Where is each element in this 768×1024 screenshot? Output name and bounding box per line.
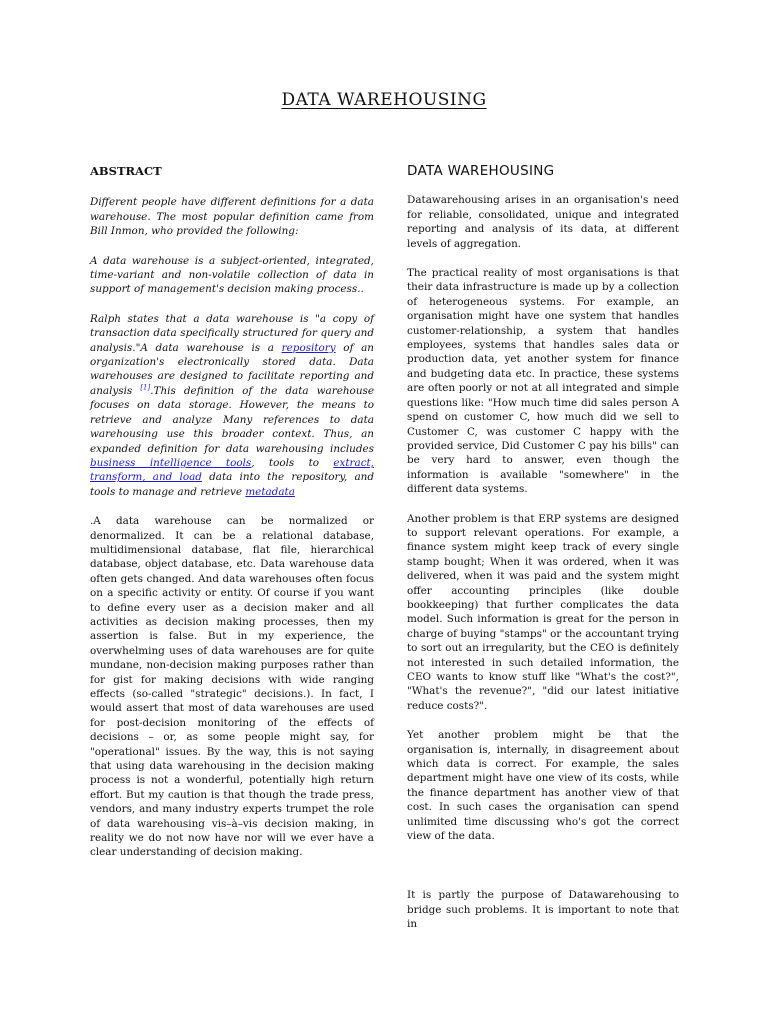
section-paragraph-3: Another problem is that ERP systems are designed to support relevant operations. For example, a finance system might keep track of every single stamp bought; When it was ordered, when it was delivered, when it was paid and the system might offer accounting principles (like double bookkeeping) that further complicates the data model. Such information is great for the person in charge of buying "stamps" or the accountant trying to sort out an irregularity, but the CEO is definitely not interested in such detailed information, the CEO wants to know stuff like "What's the cost?", "What's the revenue?", "did our latest initiative reduce costs?". (407, 512, 679, 712)
section-paragraph-1: Datawarehousing arises in an organisation's need for reliable, consolidated, unique and integrated reporting and analysis of its data, at different levels of aggregation. (407, 194, 679, 250)
business-intelligence-link[interactable]: business intelligence tools (90, 456, 252, 469)
text-span: , tools to (251, 456, 334, 469)
abstract-paragraph-1: Different people have different definitions for a data warehouse. The most popular definition came from Bill Inmon, who provided the following: (90, 196, 374, 238)
text-span: of an organization's electronically stored data. Data warehouses are designed to facilitate reporting and analysis (90, 341, 374, 397)
section-heading: DATA WAREHOUSING (407, 163, 555, 179)
right-column (407, 164, 679, 947)
text-span: .This definition of the data warehouse focuses on data storage. However, the means to retrieve and analyze Many references to data warehousing use this broader context. Thus, an expanded definition for data warehousing includes (90, 384, 374, 455)
section-paragraph-4: Yet another problem might be that the organisation is, internally, in disagreement about which data is correct. For example, the sales department might have one view of its costs, while the finance department has another view of that cost. In such cases the organisation can spend unlimited time discussing who's got the correct view of the data. (407, 729, 679, 843)
left-column (90, 164, 374, 875)
abstract-heading: ABSTRACT (90, 164, 162, 178)
abstract-paragraph-2: A data warehouse is a subject-oriented, integrated, time-variant and non-volatile collection of data in support of management's decision making process.. (90, 254, 374, 296)
repository-link[interactable]: repository (281, 341, 336, 354)
text-span: Ralph states that a data warehouse is "a copy of transaction data specifically structured for query and analysis."A data warehouse is a (90, 312, 374, 354)
footnote-ref[interactable]: [1] (140, 383, 151, 392)
abstract-paragraph-4: .A data warehouse can be normalized or denormalized. It can be a relational database, multidimensional database, flat file, hierarchical database, object database, etc. Data warehouse data often gets changed. And data warehouses often focus on a specific activity or entity. Of course if you want to define every user as a decision maker and all activities as decision making processes, then my assertion is false. But in my experience, the overwhelming uses of data warehouses are for quite mundane, non-decision making purposes rather than for gist for making decisions with wide ranging effects (so-called "strategic" decisions.). In fact, I would assert that most of data warehouses are used for post-decision monitoring of the effects of decisions – or, as some people might say, for "operational" issues. By the way, this is not saying that using data warehousing in the decision making process is not a wonderful, potentially high return effort. But my caution is that though the trade press, vendors, and many industry experts trumpet the role of data warehousing vis–à–vis decision making, in reality we do not now have nor will we ever have a clear understanding of decision making. (90, 515, 374, 859)
page-title: DATA WAREHOUSING (281, 90, 487, 110)
text-span: data into the repository, and tools to manage and retrieve (90, 471, 374, 498)
etl-link[interactable]: extract, transform, and load (90, 456, 374, 484)
spacer (407, 858, 679, 888)
metadata-link[interactable]: metadata (245, 485, 295, 498)
section-paragraph-5: It is partly the purpose of Datawarehousing to bridge such problems. It is important to note that in (407, 889, 679, 931)
section-paragraph-2: The practical reality of most organisations is that their data infrastructure is made up by a collection of heterogeneous systems. For example, an organisation might have one system that handles customer-relationship, a system that handles employees, systems that handles sales data or production data, yet another system for finance and budgeting data etc. In practice, these systems are often poorly or not at all integrated and simple questions like: "How much time did sales person A spend on customer C, how much did we sell to Customer C, was customer C happy with the provided service, Did Customer C pay his bills" can be very hard to answer, even though the information is available "somewhere" in the different data systems. (407, 267, 679, 496)
abstract-paragraph-3 (90, 312, 374, 499)
